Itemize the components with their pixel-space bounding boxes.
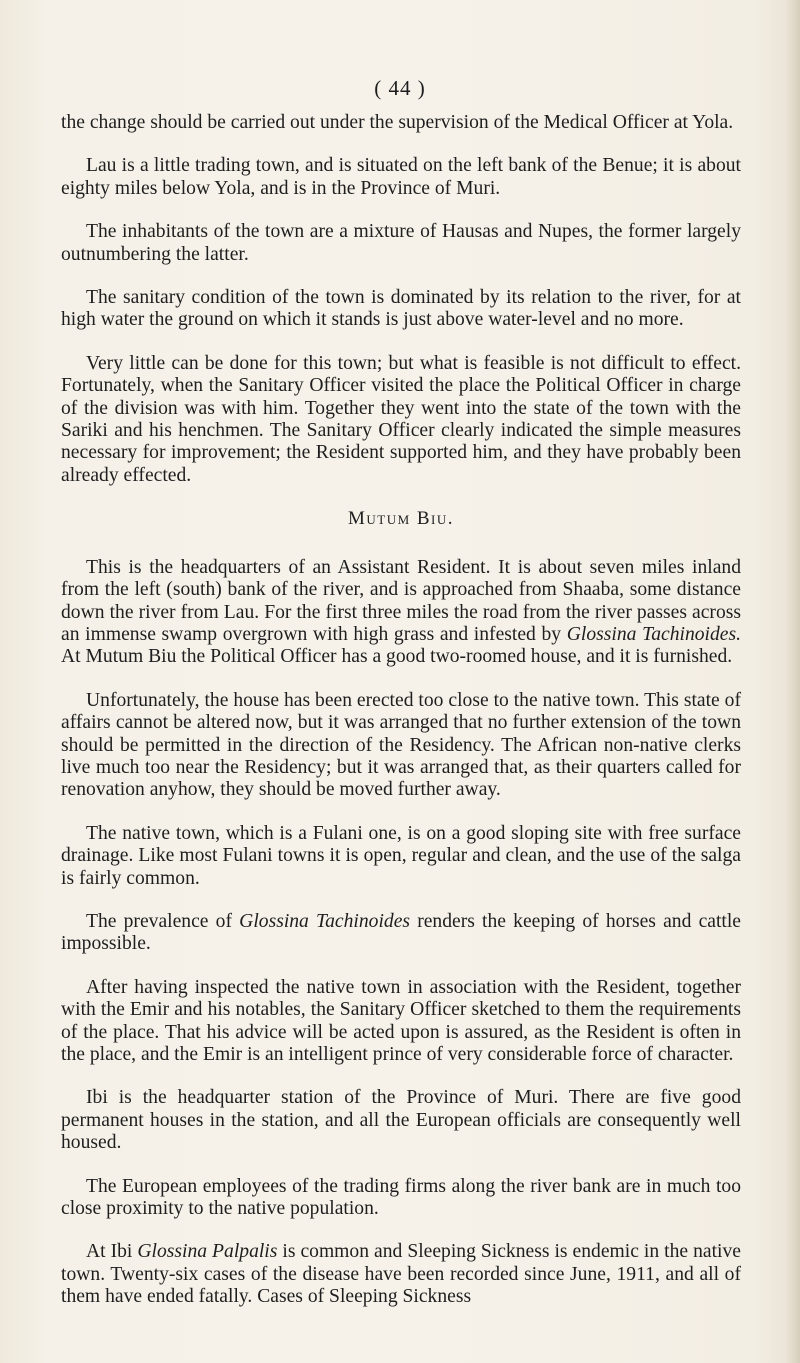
paragraph [61,977,741,1067]
paragraph: Lau is a little trading town, and is situated on the left bank of the Benue; it is about eighty miles below Yola, and is in the Province of Muri. [61,155,741,199]
paragraph-text: At Ibi [86,1241,138,1263]
paragraph-text: The prevalence of [86,910,240,932]
paragraph-text: The native town, which is a Fulani one, is on a good sloping site with free surface drainage. Like most Fulani towns it is open, regular and clean, and the use of the salga is fairly common. [61,822,741,889]
paragraph [61,1176,741,1221]
paragraph-text: is common and Sleeping Sickness is endemic in the native town. Twenty-six cases of the disease have been recorded since June, 1911, and all of them have ended fatally. Cases of Sleeping Sickness [61,1241,741,1308]
paragraph: Very little can be done for this town; but what is feasible is not difficult to effect. Fortunately, when the Sanitary Officer visited the place the Political Officer in charge of the division was with him. Together they went into the state of the town with the Sariki and his henchmen. The Sanitary Officer clearly indicated the simple measures necessary for improvement; the Resident supported him, and they have probably been already effected. [61,352,741,486]
paragraph-text: renders the keeping of horses and cattle impossible. [61,910,742,955]
paragraph-text: Unfortunately, the house has been erected too close to the native town. This state of affairs cannot be altered now, but it was arranged that no further extension of the town should be permitted in the direction of the Residency. The African non-native clerks live much too near the Residency; but it was arranged that, as their quarters called for renovation anyhow, they should be moved further away. [61,689,741,801]
section-heading: Mutum Biu. [347,508,455,530]
paragraph-text: Ibi is the headquarter station of the Province of Muri. There are five good permanent houses in the station, and all the European officials are consequently well housed. [61,1087,741,1154]
paragraph [61,1087,741,1154]
paragraph: The sanitary condition of the town is dominated by its relation to the river, for at high water the ground on which it stands is just above water-level and no more. [61,287,741,331]
page-edge-shadow [786,0,800,1363]
paragraph-text: This is the headquarters of an Assistant Resident. It is about seven miles inland from the left (south) bank of the river, and is approached from Shaaba, some distance down the river from Lau. For the first three miles the road from the river passes across an immense swamp overgrown with high grass and infested by [61,556,741,645]
page-number: ( 44 ) [374,76,426,100]
paragraph-text: After having inspected the native town in association with the Resident, together with the Emir and his notables, the Sanitary Officer sketched to them the requirements of the place. That his advice will be acted upon is assured, as the Resident is often in the place, and the Emir is an intelligent prince of very considerable force of character. [61,976,741,1065]
paragraph: The inhabitants of the town are a mixture of Hausas and Nupes, the former largely outnumbering the latter. [61,221,741,265]
document-body [61,112,741,1330]
paragraph [61,690,741,802]
paragraph-text: At Mutum Biu the Political Officer has a good two-roomed house, and it is furnished. [61,646,733,668]
paragraph: the change should be carried out under the supervision of the Medical Officer at Yola. [61,112,734,133]
paragraph-text: The European employees of the trading firms along the river bank are in much too close proximity to the native population. [61,1175,741,1220]
paragraph [61,1241,741,1308]
species-name: Glossina Tachinoides [239,910,411,932]
paragraph [61,911,741,956]
paragraph [61,557,741,669]
paragraph [61,823,741,890]
species-name: Glossina Palpalis [137,1241,278,1263]
species-name: Glossina Tachinoides. [566,623,741,645]
